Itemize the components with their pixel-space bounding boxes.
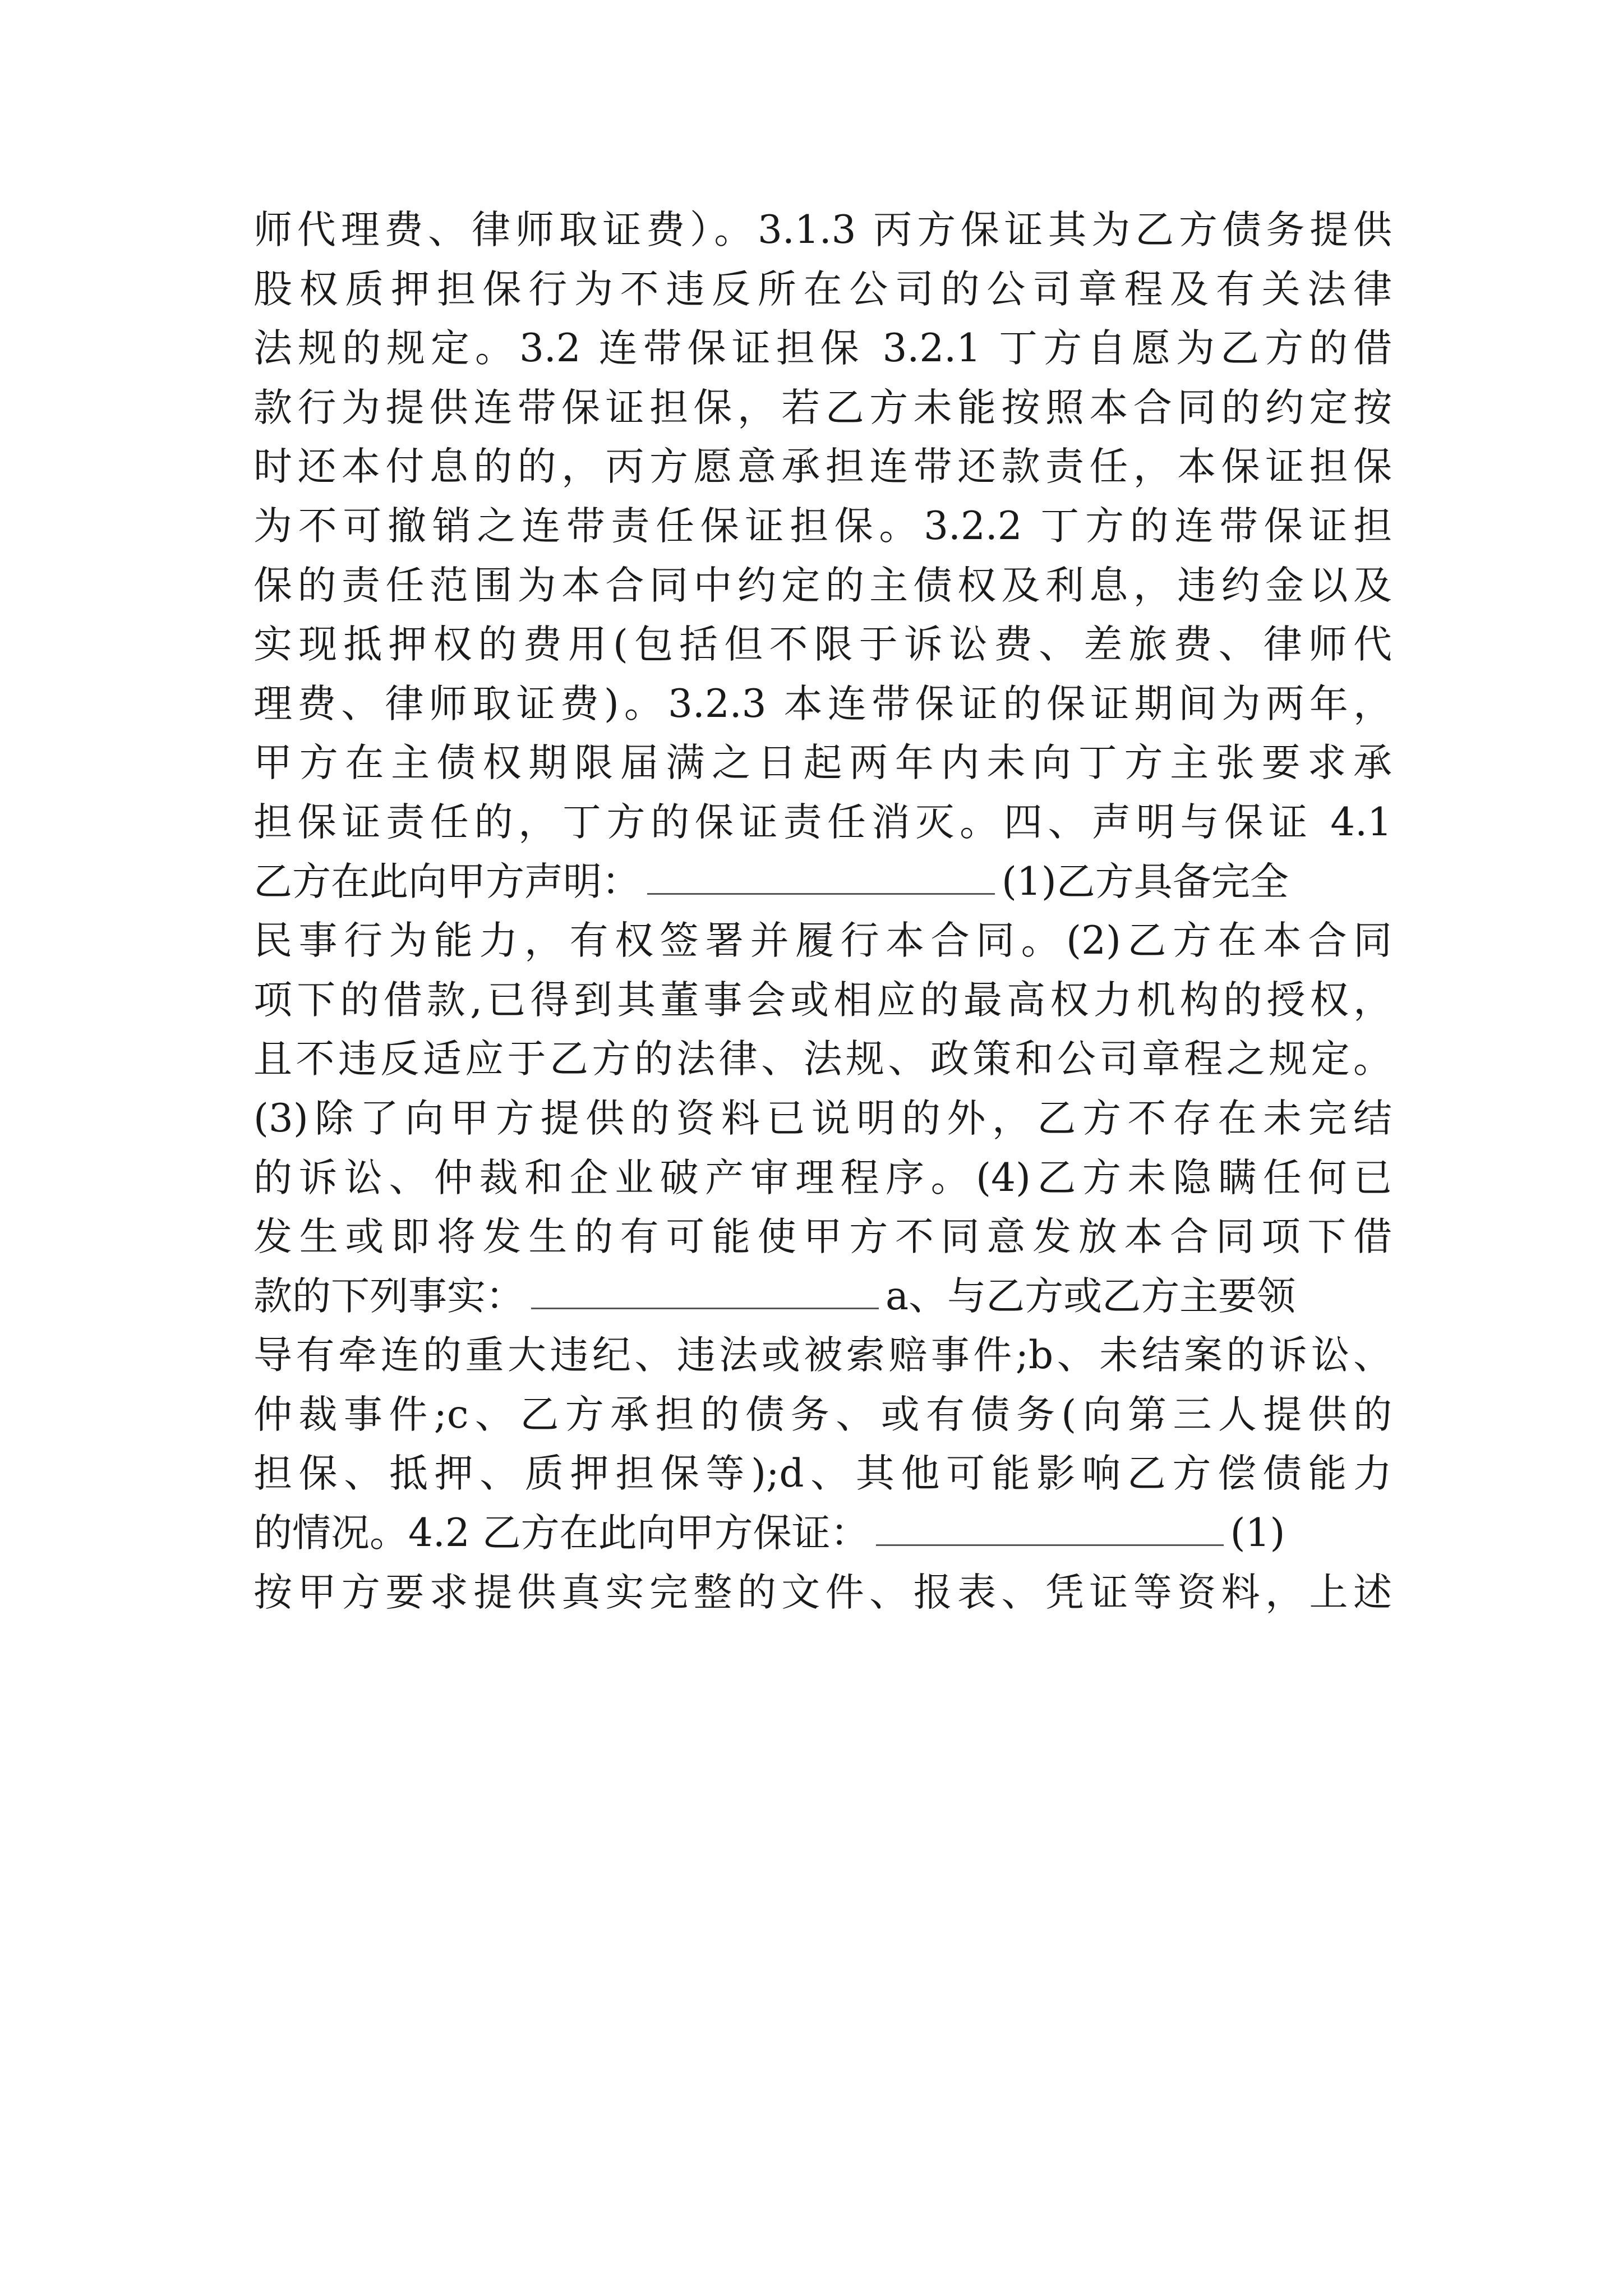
text-line: 实现抵押权的费用(包括但不限于诉讼费、差旅费、律师代 — [253, 622, 1392, 668]
text-line: 的诉讼、仲裁和企业破产审理程序。(4)乙方未隐瞒任何已 — [253, 1155, 1392, 1200]
contract-text — [253, 202, 1392, 1623]
text-line: 且不违反适应于乙方的法律、法规、政策和公司章程之规定。 — [253, 1037, 1392, 1082]
text-line: 甲方在主债权期限届满之日起两年内未向丁方主张要求承 — [253, 740, 1392, 786]
text-line: 导有牵连的重大违纪、违法或被索赔事件;b、未结案的诉讼、 — [253, 1333, 1392, 1378]
text-line: 民事行为能力，有权签署并履行本合同。(2)乙方在本合同 — [253, 918, 1392, 964]
text-line-with-blank — [253, 854, 1392, 910]
text-line: 为不可撤销之连带责任保证担保。3.2.2 丁方的连带保证担 — [253, 503, 1392, 549]
text-line: 仲裁事件;c、乙方承担的债务、或有债务(向第三人提供的 — [253, 1392, 1392, 1437]
text-line: 担保证责任的，丁方的保证责任消灭。四、声明与保证 4.1 — [253, 799, 1392, 845]
text-line: 法规的规定。3.2 连带保证担保 3.2.1 丁方自愿为乙方的借 — [253, 326, 1392, 371]
statement-label: 乙方在此向甲方声明： — [253, 859, 640, 904]
text-line: 担保、抵押、质押担保等);d、其他可能影响乙方偿债能力 — [253, 1451, 1392, 1497]
guarantee-label: 的情况。4.2 乙方在此向甲方保证： — [253, 1511, 869, 1556]
facts-label: 款的下列事实： — [253, 1273, 524, 1319]
facts-text: a、与乙方或乙方主要领 — [886, 1273, 1296, 1319]
text-line: 款行为提供连带保证担保，若乙方未能按照本合同的约定按 — [253, 385, 1392, 430]
text-line: 按甲方要求提供真实完整的文件、报表、凭证等资料，上述 — [253, 1570, 1392, 1615]
text-line: 项下的借款,已得到其董事会或相应的最高权力机构的授权， — [253, 977, 1392, 1023]
text-line: 理费、律师取证费)。3.2.3 本连带保证的保证期间为两年， — [253, 681, 1392, 726]
fill-in-blank[interactable] — [647, 859, 995, 895]
fill-in-blank[interactable] — [531, 1274, 879, 1309]
text-line: 时还本付息的的，丙方愿意承担连带还款责任，本保证担保 — [253, 444, 1392, 490]
statement-text: (1)乙方具备完全 — [1002, 859, 1289, 904]
text-line: 师代理费、律师取证费）。3.1.3 丙方保证其为乙方债务提供 — [253, 208, 1392, 252]
text-line-with-blank — [253, 1268, 1392, 1324]
text-line: (3)除了向甲方提供的资料已说明的外，乙方不存在未完结 — [253, 1096, 1392, 1141]
text-line: 股权质押担保行为不违反所在公司的公司章程及有关法律 — [253, 266, 1392, 312]
text-line-with-blank — [253, 1505, 1392, 1561]
guarantee-text: (1) — [1230, 1511, 1285, 1556]
text-line: 发生或即将发生的有可能使甲方不同意发放本合同项下借 — [253, 1214, 1392, 1260]
text-line: 保的责任范围为本合同中约定的主债权及利息，违约金以及 — [253, 563, 1392, 608]
fill-in-blank[interactable] — [876, 1511, 1224, 1546]
